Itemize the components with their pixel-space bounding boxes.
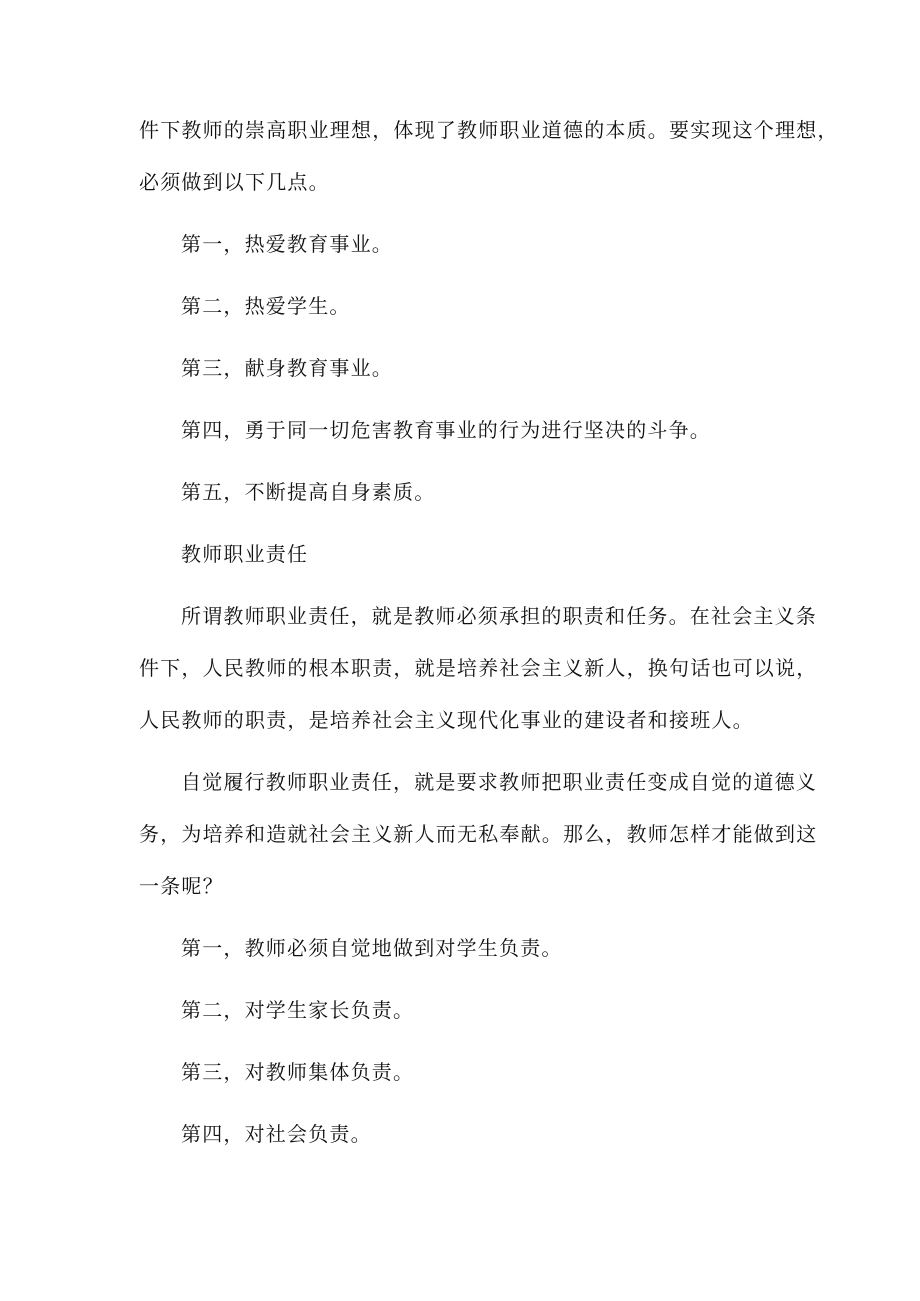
text-line: 必须做到以下几点。 [139,170,330,194]
duty-point-4: 第四，对社会负责。 [181,1122,372,1146]
text-line: 一条呢？ [139,874,224,898]
duty-point-1: 第一，教师必须自觉地做到对学生负责。 [181,936,563,960]
text-line: 所谓教师职业责任，就是教师必须承担的职责和任务。在社会主义条 [181,604,817,628]
text-line: 人民教师的职责，是培养社会主义现代化事业的建设者和接班人。 [139,708,754,732]
ideal-point-1: 第一，热爱教育事业。 [181,232,393,256]
text-line: 自觉履行教师职业责任，就是要求教师把职业责任变成自觉的道德义 [181,770,817,794]
ideal-point-4: 第四，勇于同一切危害教育事业的行为进行坚决的斗争。 [181,418,711,442]
text-line: 件下教师的崇高职业理想，体现了教师职业道德的本质。要实现这个理想， [139,118,839,142]
text-line: 件下，人民教师的根本职责，就是培养社会主义新人，换句话也可以说， [139,656,818,680]
ideal-point-3: 第三，献身教育事业。 [181,356,393,380]
ideal-point-2: 第二，热爱学生。 [181,294,351,318]
duty-point-3: 第三，对教师集体负责。 [181,1060,415,1084]
duty-point-2: 第二，对学生家长负责。 [181,998,415,1022]
text-line: 务，为培养和造就社会主义新人而无私奉献。那么，教师怎样才能做到这 [139,822,818,846]
ideal-point-5: 第五，不断提高自身素质。 [181,480,436,504]
section-heading: 教师职业责任 [181,542,309,566]
